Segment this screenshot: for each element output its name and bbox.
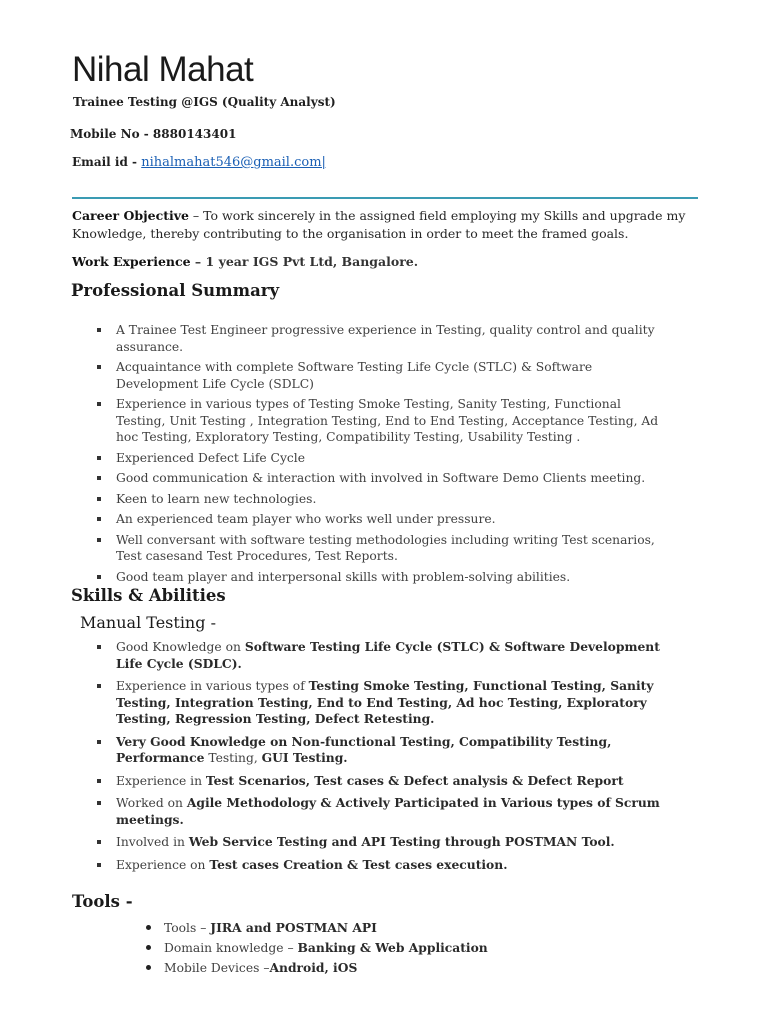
skill-item-text: Worked on [116, 796, 187, 810]
summary-item: Experience in various types of Testing Smoke Testing, Sanity Testing, Functional Testing, Unit Testing , Integration Testing, End to End Testing, Acceptance Testing, Ad hoc Testing, Exploratory Testing, Compatibility Testing, Usability Testing . [95, 396, 669, 446]
tool-item [144, 938, 644, 958]
summary-item: Good communication & interaction with involved in Software Demo Clients meeting. [95, 470, 669, 487]
skill-item-emphasis: Test cases Creation & Test cases execution. [209, 856, 508, 872]
skill-item-emphasis: Test Scenarios, Test cases & Defect analysis & Defect Report [205, 772, 624, 788]
summary-item: An experienced team player who works well under pressure. [95, 511, 669, 528]
email-line [72, 155, 326, 170]
tool-item [144, 958, 644, 978]
header-divider [72, 197, 698, 199]
email-link[interactable]: nihalmahat546@gmail.com| [141, 155, 326, 170]
skill-item-text: Experience in [116, 773, 206, 788]
summary-item: Keen to learn new technologies. [95, 491, 669, 508]
skill-item [95, 773, 669, 790]
tool-item-value: Banking & Web Application [297, 940, 488, 955]
summary-item: Acquaintance with complete Software Testing Life Cycle (STLC) & Software Development Life Cycle (SDLC) [95, 359, 669, 392]
skill-item-emphasis: Web Service Testing and API Testing through POSTMAN Tool. [188, 834, 615, 849]
professional-summary-list [95, 322, 669, 589]
skill-item [95, 857, 669, 874]
skills-heading: Skills & Abilities [71, 586, 226, 605]
skill-item [95, 639, 669, 672]
career-objective-label: Career Objective [72, 208, 189, 223]
work-experience-label: Work Experience [72, 254, 191, 269]
skill-item-emphasis: Testing Smoke Testing, Functional Testing, Sanity Testing, Integration Testing, End to End Testing, Ad hoc Testing, Exploratory Testing, Regression Testing, Defect Retesting. [116, 678, 654, 726]
skill-item [95, 678, 669, 728]
tool-item [144, 918, 644, 938]
summary-item: Well conversant with software testing methodologies including writing Test scenarios, Test casesand Test Procedures, Test Reports. [95, 532, 669, 565]
work-experience-text: – 1 year IGS Pvt Ltd, Bangalore. [190, 254, 419, 269]
work-experience [72, 253, 692, 271]
tools-heading: Tools - [72, 892, 133, 911]
skill-item [95, 834, 669, 851]
mobile-number: Mobile No - 8880143401 [70, 127, 237, 141]
tool-item-value: JIRA and POSTMAN API [210, 920, 377, 935]
career-objective [72, 207, 692, 243]
skill-item [95, 795, 669, 828]
tool-item-value: Android, iOS [269, 960, 358, 975]
tools-list [144, 918, 644, 978]
skill-item-text: Good Knowledge on [116, 640, 245, 654]
manual-testing-heading: Manual Testing - [80, 613, 216, 632]
candidate-name: Nihal Mahat [72, 50, 254, 89]
email-label: Email id - [72, 155, 142, 169]
skill-item [95, 734, 669, 767]
tool-item-label: Mobile Devices – [164, 961, 270, 975]
tool-item-label: Domain knowledge – [164, 941, 298, 955]
skill-item-text: Involved in [116, 835, 189, 849]
summary-item: Experienced Defect Life Cycle [95, 450, 669, 467]
skill-item-emphasis: Software Testing Life Cycle (STLC) & Software Development Life Cycle (SDLC). [116, 639, 660, 671]
job-title: Trainee Testing @IGS (Quality Analyst) [73, 95, 336, 109]
skill-item-text: Experience on [116, 857, 210, 872]
skill-item-emphasis: GUI Testing. [261, 750, 348, 765]
skill-item-text: Experience in various types of [116, 679, 309, 693]
summary-item: A Trainee Test Engineer progressive experience in Testing, quality control and quality assurance. [95, 322, 669, 355]
professional-summary-heading: Professional Summary [71, 281, 280, 300]
skill-item-emphasis: Very Good Knowledge on Non-functional Testing, Compatibility Testing, Performance [116, 733, 612, 765]
summary-item: Good team player and interpersonal skills with problem-solving abilities. [95, 569, 669, 586]
career-objective-text: – To work sincerely in the assigned field employing my Skills and upgrade my Knowledge, thereby contributing to the organisation in order to meet the framed goals. [72, 208, 686, 241]
skills-list [95, 639, 669, 879]
tool-item-label: Tools – [164, 921, 211, 935]
skill-item-text: Testing, [204, 751, 262, 765]
skill-item-emphasis: Agile Methodology & Actively Participated in Various types of Scrum meetings. [116, 795, 660, 827]
